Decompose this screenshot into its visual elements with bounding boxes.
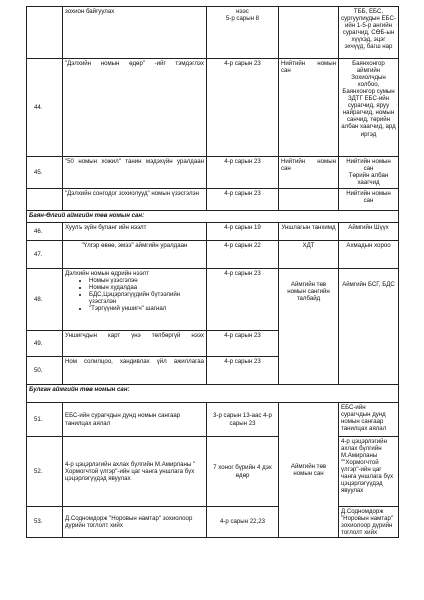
table-row [27, 269, 399, 331]
event-cell: "Үлгэр өвөө, эмээ" аймгийн уралдаан [63, 241, 207, 269]
event-cell: Д.Содномдорж "Норовын намтар" зохиолоор дүрийн тоглолт хийх [63, 507, 207, 538]
date-cell: 4-р сарын 23 [207, 357, 279, 385]
partner-cell: Нийтийн номын сан Төрийн албан хаагчид [339, 157, 399, 189]
row-number: 46. [27, 223, 63, 241]
section-title: Баян-Өлгий аймгийн төв номын сан: [27, 211, 399, 223]
date-cell: 4-р сарын 22,23 [207, 507, 279, 538]
row-number: 44. [27, 59, 63, 157]
list-item: • Номын үзэсгэлэн [89, 277, 204, 284]
partner-cell: Аймгийн Шүүх [339, 223, 399, 241]
event-list [65, 277, 204, 312]
row-number: 47. [27, 241, 63, 269]
table-row [27, 507, 399, 538]
row-number: 49. [27, 331, 63, 357]
date-cell: 4-р сарын 23 [207, 269, 279, 331]
table-row [27, 157, 399, 189]
partner-cell: Ахмадын хороо [339, 241, 399, 269]
row-number: 45. [27, 157, 63, 189]
row-number: 50. [27, 357, 63, 385]
event-cell: "Дэлхийн сонгодог зохиолууд" номын үзэсгэлэн [63, 189, 207, 211]
org-cell: Нийтийн номын сан [279, 157, 339, 189]
date-cell: 4-р сарын 23 [207, 189, 279, 211]
event-cell: "Дэлхийн номын өдөр" -ийг тэмдэглэх [63, 59, 207, 157]
document-page [26, 6, 398, 538]
row-number [27, 7, 63, 59]
event-title: Дэлхийн номын өдрийн нээлт [65, 269, 149, 277]
table-row [27, 189, 399, 211]
row-number: 48. [27, 269, 63, 331]
org-cell [279, 7, 339, 59]
org-cell [279, 189, 339, 211]
date-cell: 7 хоног бүрийн 4 дэх өдөр [207, 437, 279, 507]
org-cell: Нийтийн номын сан [279, 59, 339, 157]
table-row [27, 223, 399, 241]
event-cell: зохион байгуулах [63, 7, 207, 59]
events-table [26, 6, 399, 538]
section-title: Булган аймгийн төв номын сан: [27, 385, 399, 403]
org-cell: Аймгийн төв номын сан [279, 403, 339, 538]
date-cell: нээс 5-р сарын 8 [207, 7, 279, 59]
row-number: 51. [27, 403, 63, 437]
event-cell: Хуулъ зүйн буланг ийн нээлт [63, 223, 207, 241]
partner-cell: 4-р цэцэрлэгийн ахлах бүлгийн М.Амирланы ""Хормогчтой үлгэр"-ийн цаг чанга уншлага бүх цэцэрлэгүүдэд явуулах [339, 437, 399, 507]
date-cell: 4-р сарын 23 [207, 157, 279, 189]
table-row [27, 241, 399, 269]
list-item: • БДС,Цэцэрлэгүүдийн бүтээлийн үзэсгэлэн [89, 291, 204, 305]
partner-cell: ТББ, ЕБС, сургуулиудын ЕБС-ийн 1-5-р ангийн сурагчид, СӨБ-ын хүүхэд, эцэг эхчүүд, багш нар [339, 7, 399, 59]
partner-cell: Нийтийн номын сан [339, 189, 399, 211]
event-cell: ЕБС-ийн сурагчдын дунд номын сангаар танилцах аялал [63, 403, 207, 437]
row-number: 53. [27, 507, 63, 538]
list-item: • Номын худалдаа [89, 284, 204, 291]
partner-cell: Аймгийн БСГ, БДС [339, 269, 399, 385]
event-cell: 4-р цэцэрлэгийн ахлах бүлгийн М.Амирланы " Хормогчтой үлгэр"-ийн цаг чанга уншлага бүх цэцэрлэгүүдэд явуулах [63, 437, 207, 507]
row-number [27, 189, 63, 211]
date-cell: 4-р сарын 22 [207, 241, 279, 269]
org-cell: ХДТ [279, 241, 339, 269]
org-cell: Аймгийн төв номын сангийн талбайд [279, 269, 339, 385]
event-cell [63, 269, 207, 331]
event-cell: "50 номын хожил" танин мэдэхүйн уралдаан [63, 157, 207, 189]
table-row [27, 59, 399, 157]
list-item: • "Тэргүүний уншигч" шагнал [89, 305, 204, 312]
date-cell: 4-р сарын 23 [207, 331, 279, 357]
event-cell: Уншигчдын карт үнэ төлбөргүй нээх [63, 331, 207, 357]
event-cell: Ном солилцоо, хандивлах үйл ажиллагаа [63, 357, 207, 385]
table-row [27, 7, 399, 59]
date-cell: 4-р сарын 19 [207, 223, 279, 241]
section-header-row [27, 211, 399, 223]
date-cell: 3-р сарын 13-аас 4-р сарын 23 [207, 403, 279, 437]
partner-cell: Баянхонгор аймгийн Зохиолчдын холбоо, Баянхонгор сумын ЗДТГ ЕБС-ийн сурагчид, яруу найрагчид, номын санчид, төрийн албан хаагчид, ард иргэд [339, 59, 399, 157]
table-row [27, 403, 399, 437]
partner-cell: ЕБС-ийн сурагчдын дунд номын сангаар танилцах аялал [339, 403, 399, 437]
date-cell: 4-р сарын 23 [207, 59, 279, 157]
section-header-row [27, 385, 399, 403]
table-row [27, 437, 399, 507]
partner-cell: Д.Содномдорж "Норовын намтар" зохиолоор дүрийн тоглолт хийх [339, 507, 399, 538]
org-cell: Уншлагын танхимд [279, 223, 339, 241]
row-number: 52. [27, 437, 63, 507]
